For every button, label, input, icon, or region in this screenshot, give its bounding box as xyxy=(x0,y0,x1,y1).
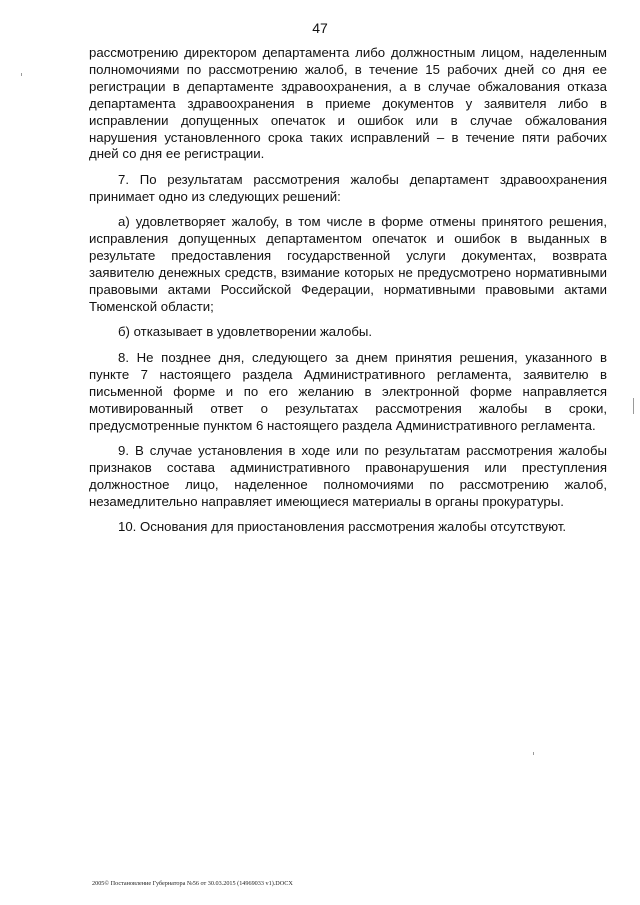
paragraph-item-7: 7. По результатам рассмотрения жалобы департамент здравоохранения принимает одно из следующих решений: xyxy=(89,171,607,204)
paragraph-item-8: 8. Не позднее дня, следующего за днем принятия решения, указанного в пункте 7 настоящего раздела Административного регламента, заявителю в письменной форме и по его желанию в электронной форме направляется мотивированный ответ о результатах рассмотрения жалобы в сроки, предусмотренные пунктом 6 настоящего раздела Административного регламента. xyxy=(89,349,607,433)
scan-margin-mark-bottom xyxy=(533,752,534,755)
paragraph-item-10: 10. Основания для приостановления рассмотрения жалобы отсутствуют. xyxy=(118,519,567,535)
paragraph-continuation: рассмотрению директором департамента либо должностным лицом, наделенным полномочиями по рассмотрению жалоб, в течение 15 рабочих дней со дня ее регистрации в департаменте здравоохранения, а в случае обжалования отказа департамента здравоохранения в приеме документов у заявителя либо в исправлении допущенных опечаток и ошибок или в случае обжалования нарушения установленного срока таких исправлений – в течение пяти рабочих дней со дня ее регистрации. xyxy=(89,45,607,162)
paragraph-item-9: 9. В случае установления в ходе или по результатам рассмотрения жалобы признаков состава административного правонарушения или преступления должностное лицо, наделенное полномочиями по рассмотрению жалоб, незамедлительно направляет имеющиеся материалы в органы прокуратуры. xyxy=(89,443,607,509)
document-footer: 2005© Постановление Губернатора №56 от 30.03.2015 (14969033 v1).DOCX xyxy=(92,880,293,887)
scan-margin-mark-right xyxy=(633,398,634,414)
document-body xyxy=(89,45,607,545)
paragraph-item-7a: а) удовлетворяет жалобу, в том числе в форме отмены принятого решения, исправления допущенных департаментом опечаток и ошибок в выданных в результате предоставления государственной услуги документах, возврата заявителю денежных средств, взимание которых не предусмотрено нормативными правовыми актами Российской Федерации, нормативными правовыми актами Тюменской области; xyxy=(89,214,607,314)
page-number: 47 xyxy=(312,20,328,36)
paragraph-item-7b: б) отказывает в удовлетворении жалобы. xyxy=(118,324,373,340)
scan-margin-mark-left xyxy=(21,73,22,76)
